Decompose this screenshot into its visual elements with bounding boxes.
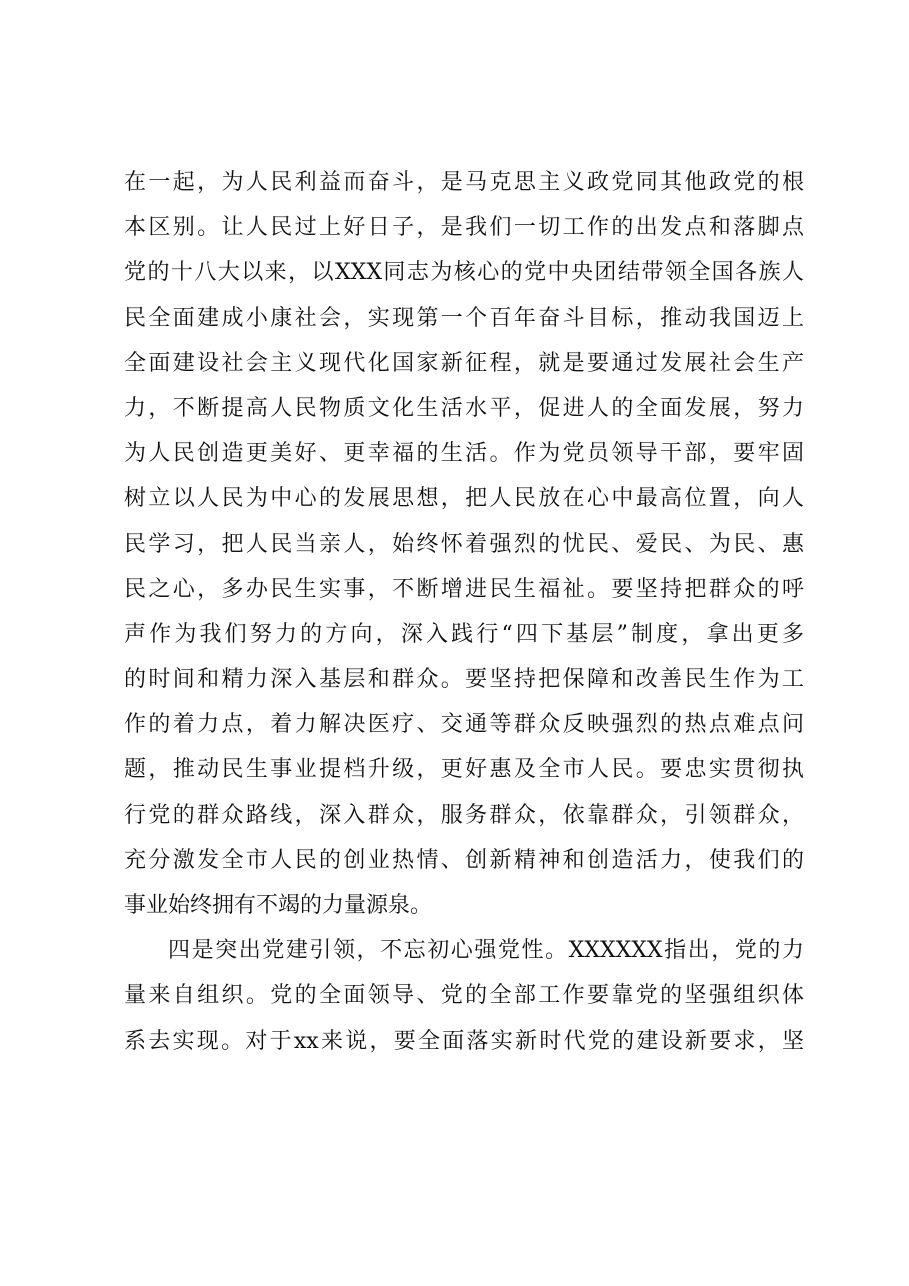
text-line: 声作为我们努力的方向，深入践行“四下基层”制度，拿出更多 (124, 621, 804, 647)
text-line: 充分激发全市人民的创业热情、创新精神和创造活力，使我们的 (124, 847, 804, 873)
text-line: 题，推动民生事业提档升级，更好惠及全市人民。要忠实贯彻执 (124, 757, 804, 783)
text-line: 党的十八大以来，以XXX同志为核心的党中央团结带领全国各族人 (124, 260, 804, 286)
text-line: 民学习，把人民当亲人，始终怀着强烈的忧民、爱民、为民、惠 (124, 531, 804, 557)
text-line: 的时间和精力深入基层和群众。要坚持把保障和改善民生作为工 (124, 667, 804, 693)
text-line: 民之心，多办民生实事，不断增进民生福祉。要坚持把群众的呼 (124, 576, 804, 602)
body-text (124, 160, 804, 1064)
text-line: 树立以人民为中心的发展思想，把人民放在心中最高位置，向人 (124, 486, 804, 512)
paragraph-end-line: 事业始终拥有不竭的力量源泉。 (124, 893, 433, 918)
text-line: 量来自组织。党的全面领导、党的全部工作要靠党的坚强组织体 (124, 983, 804, 1009)
text-line: 行党的群众路线，深入群众，服务群众，依靠群众，引领群众， (124, 802, 804, 828)
text-line: 全面建设社会主义现代化国家新征程，就是要通过发展社会生产 (124, 350, 804, 376)
text-line: 本区别。让人民过上好日子，是我们一切工作的出发点和落脚点 (124, 215, 804, 241)
text-line: 民全面建成小康社会，实现第一个百年奋斗目标，推动我国迈上 (124, 305, 804, 331)
text-line: 作的着力点，着力解决医疗、交通等群众反映强烈的热点难点问 (124, 712, 804, 738)
text-line: 系去实现。对于xx来说，要全面落实新时代党的建设新要求，坚 (124, 1028, 804, 1054)
text-line: 力，不断提高人民物质文化生活水平，促进人的全面发展，努力 (124, 395, 804, 421)
text-line: 在一起，为人民利益而奋斗，是马克思主义政党同其他政党的根 (124, 170, 804, 195)
text-line: 为人民创造更美好、更幸福的生活。作为党员领导干部，要牢固 (124, 441, 804, 467)
paragraph-start-line: 四是突出党建引领，不忘初心强党性。XXXXXX指出，党的力 (168, 938, 804, 964)
